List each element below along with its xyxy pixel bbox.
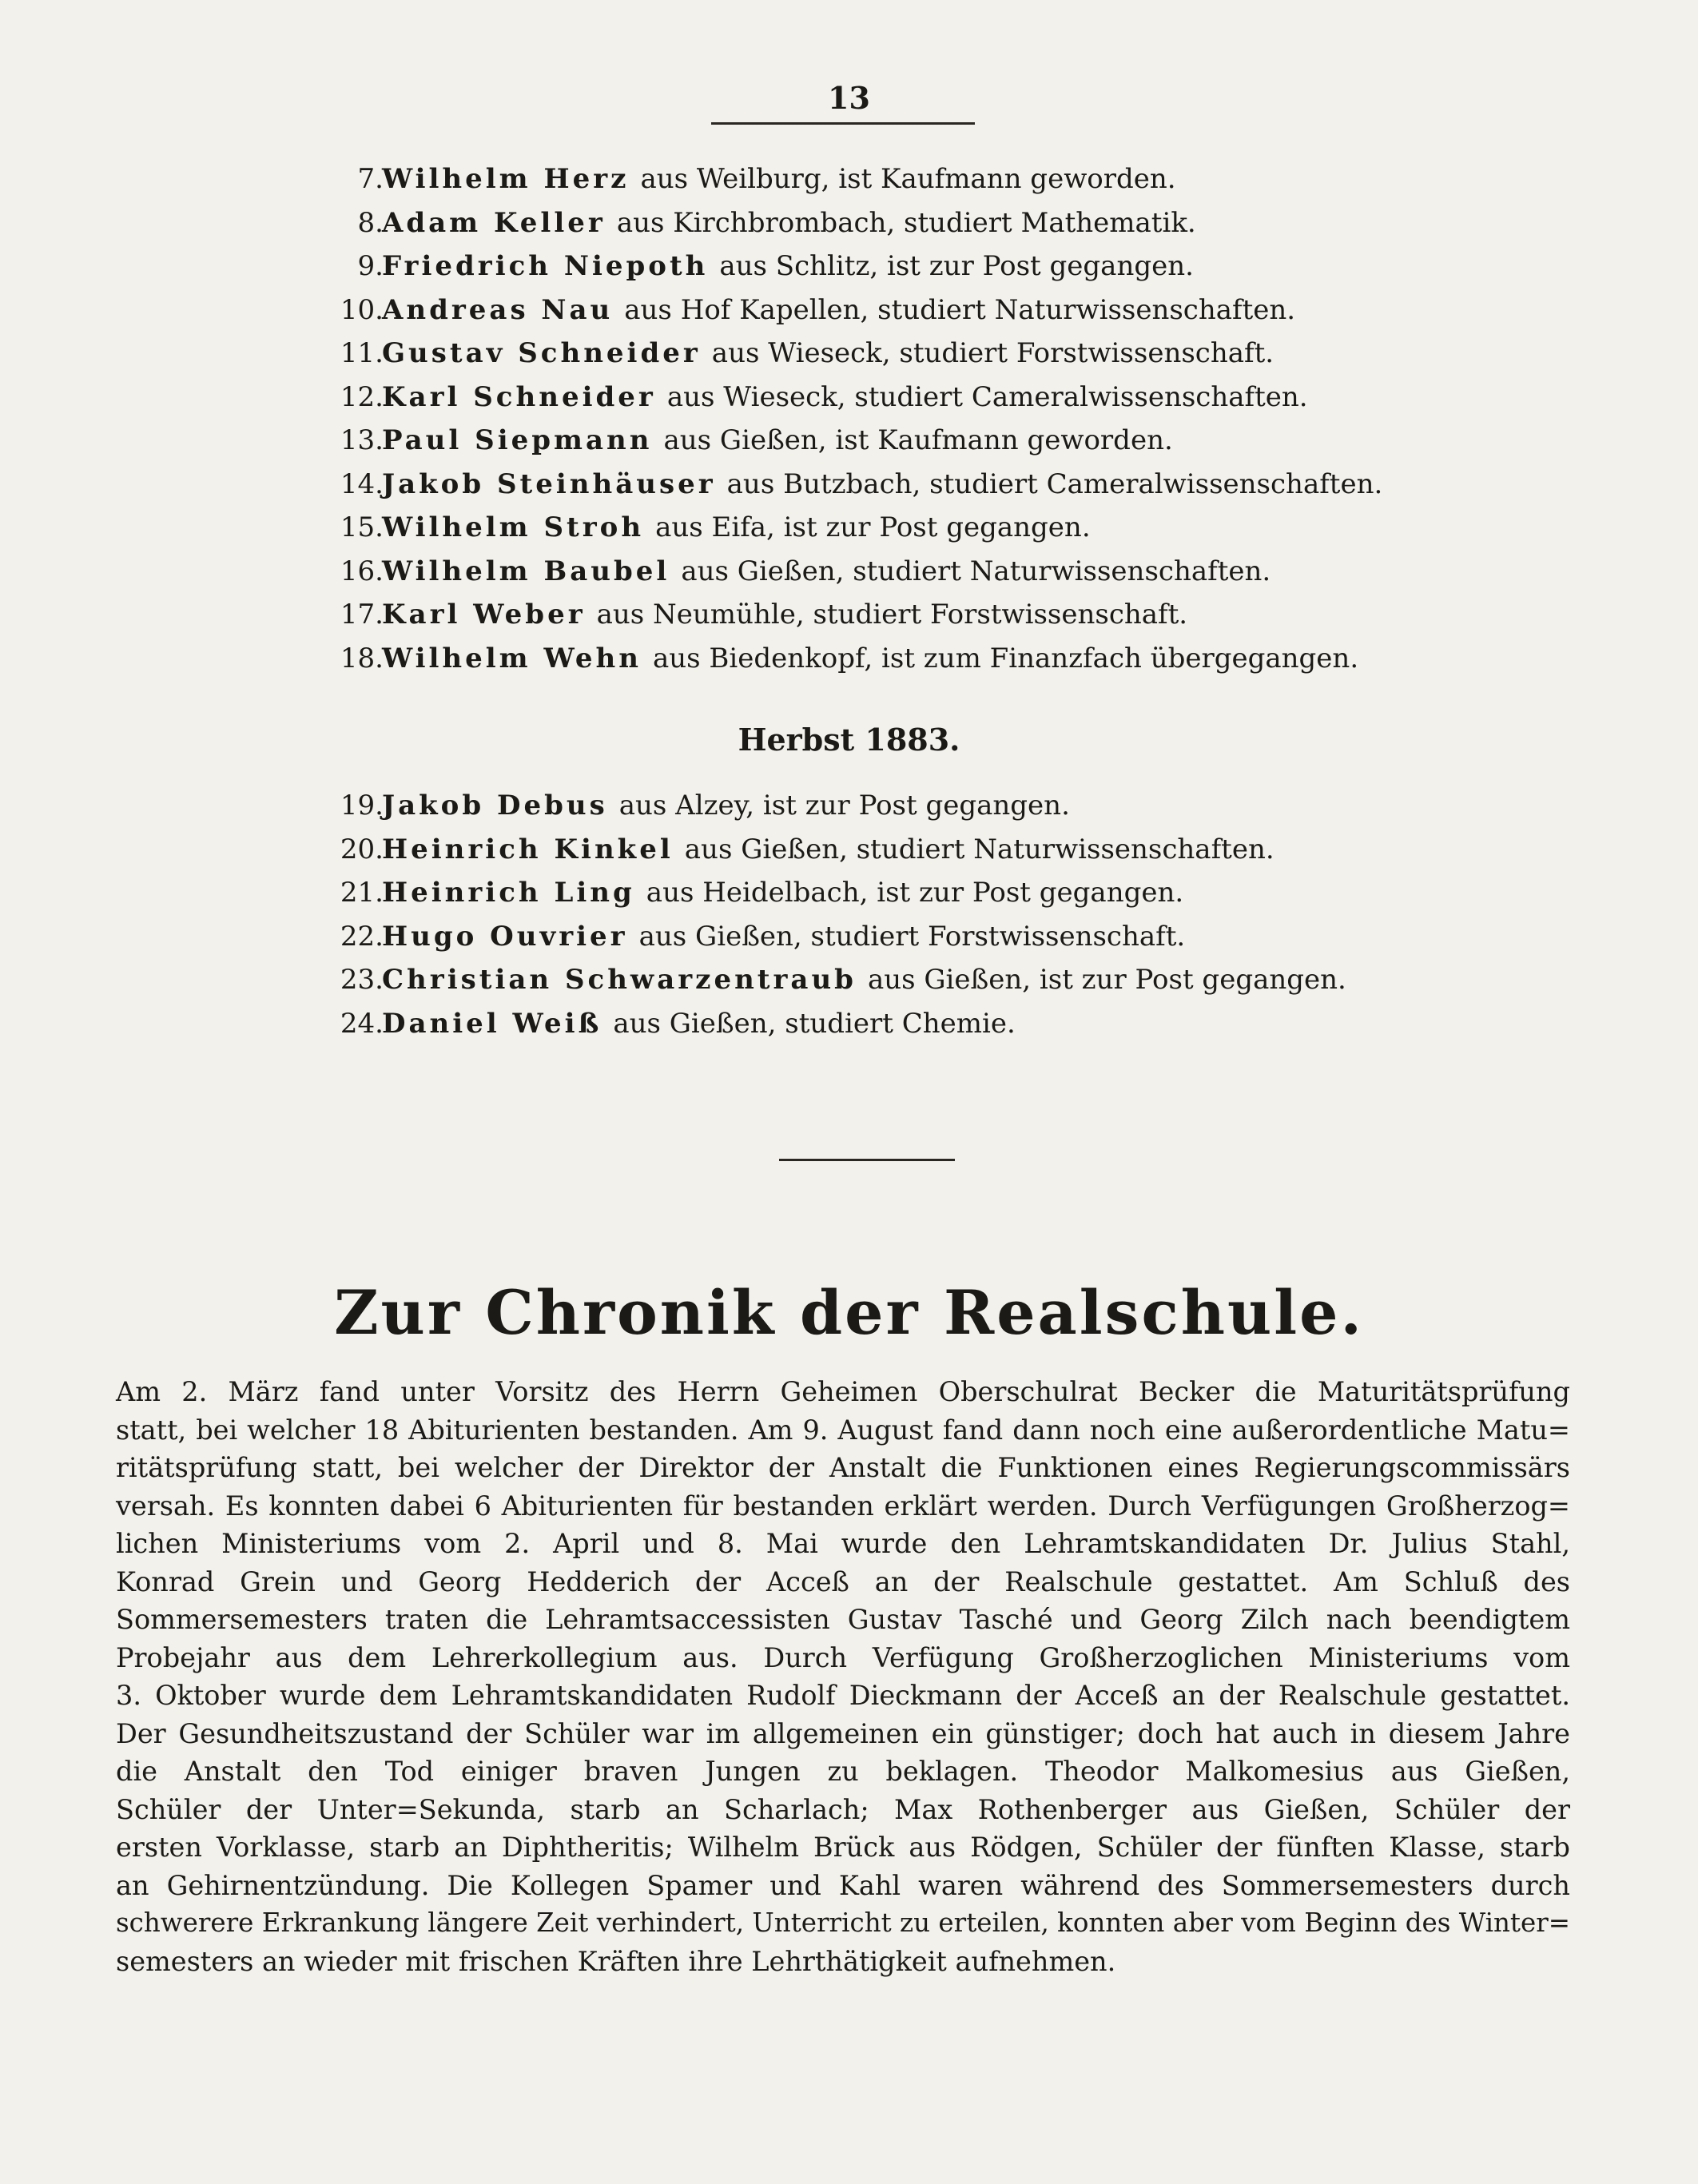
- entry-number: 11.: [340, 337, 384, 369]
- graduate-entry: [0, 289, 1698, 331]
- graduate-name: Christian Schwarzentraub: [382, 964, 857, 996]
- graduate-entry: [0, 594, 1698, 635]
- section-heading-autumn: Herbst 1883.: [738, 722, 960, 758]
- chronicle-line: Schüler der Unter=Sekunda, starb an Scharlach; Max Rothenberger aus Gießen, Schüler der: [116, 1793, 1570, 1825]
- graduate-entry: [0, 245, 1698, 287]
- chronicle-line: schwerere Erkrankung längere Zeit verhindert, Unterricht zu erteilen, konnten aber vom Beginn des Winter=: [116, 1908, 1570, 1938]
- graduate-name: Friedrich Niepoth: [382, 250, 709, 282]
- chronicle-line: ritätsprüfung statt, bei welcher der Direktor der Anstalt die Funktionen eines Regierungscommissärs: [116, 1452, 1570, 1483]
- graduate-entry: [0, 507, 1698, 548]
- section-divider-rule: [779, 1159, 955, 1161]
- chronicle-line: lichen Ministeriums vom 2. April und 8. Mai wurde den Lehramtskandidaten Dr. Julius Stahl,: [116, 1528, 1570, 1559]
- graduate-name: Wilhelm Wehn: [382, 642, 642, 674]
- entry-number: 17.: [340, 599, 384, 631]
- graduate-entry: [0, 158, 1698, 200]
- entry-number: 15.: [340, 511, 384, 543]
- chronicle-line: die Anstalt den Tod einiger braven Jungen zu beklagen. Theodor Malkomesius aus Gießen,: [116, 1756, 1570, 1787]
- graduate-details: aus Neumühle, studiert Forstwissenschaft.: [596, 599, 1188, 631]
- chronicle-line: semesters an wieder mit frischen Kräften ihre Lehrthätigkeit aufnehmen.: [116, 1945, 1116, 1977]
- entry-number: 14.: [340, 467, 384, 500]
- entry-number: 20.: [340, 833, 384, 865]
- entry-number: 19.: [340, 790, 384, 821]
- graduate-entry: [0, 1003, 1698, 1044]
- entry-number: 18.: [340, 642, 384, 674]
- graduate-name: Jakob Steinhäuser: [382, 467, 716, 500]
- chronicle-line: Probejahr aus dem Lehrerkollegium aus. Durch Verfügung Großherzoglichen Ministeriums vom: [116, 1641, 1570, 1673]
- entry-number: 7.: [357, 163, 384, 195]
- graduate-details: aus Wieseck, studiert Cameralwissenschaften.: [666, 380, 1308, 413]
- graduate-entry: [0, 785, 1698, 826]
- graduate-entry: [0, 376, 1698, 418]
- chronicle-title: Zur Chronik der Realschule.: [334, 1277, 1364, 1348]
- entry-number: 24.: [340, 1007, 384, 1040]
- entry-number: 21.: [340, 877, 384, 909]
- graduate-name: Paul Siepmann: [382, 424, 653, 456]
- graduate-details: aus Wieseck, studiert Forstwissenschaft.: [711, 337, 1274, 369]
- graduate-entry: [0, 916, 1698, 957]
- graduate-details: aus Butzbach, studiert Cameralwissenschaften.: [726, 467, 1383, 500]
- graduate-entry: [0, 638, 1698, 679]
- graduate-details: aus Gießen, studiert Naturwissenschaften.: [684, 833, 1274, 865]
- graduate-name: Daniel Weiß: [382, 1007, 602, 1040]
- graduate-entry: [0, 872, 1698, 913]
- chronicle-line: Am 2. März fand unter Vorsitz des Herrn Geheimen Oberschulrat Becker die Maturitätsprüfung: [116, 1376, 1570, 1407]
- graduate-entry: [0, 420, 1698, 461]
- graduate-details: aus Biedenkopf, ist zum Finanzfach übergegangen.: [652, 642, 1359, 674]
- graduate-entry: [0, 829, 1698, 870]
- graduate-entry: [0, 551, 1698, 592]
- entry-number: 16.: [340, 555, 384, 587]
- graduate-details: aus Gießen, studiert Forstwissenschaft.: [638, 920, 1186, 953]
- graduate-name: Wilhelm Stroh: [382, 511, 645, 543]
- header-rule: [711, 122, 975, 125]
- graduate-details: aus Gießen, ist Kaufmann geworden.: [663, 424, 1173, 456]
- graduate-name: Gustav Schneider: [382, 337, 701, 369]
- graduate-name: Wilhelm Herz: [382, 163, 630, 195]
- chronicle-line: Konrad Grein und Georg Hedderich der Acceß an der Realschule gestattet. Am Schluß des: [116, 1565, 1570, 1597]
- chronicle-line: ersten Vorklasse, starb an Diphtheritis; Wilhelm Brück aus Rödgen, Schüler der fünften Klasse, starb: [116, 1832, 1570, 1863]
- chronicle-paragraph: [116, 1373, 1570, 1980]
- graduate-name: Hugo Ouvrier: [382, 920, 628, 953]
- chronicle-line: Sommersemesters traten die Lehramtsaccessisten Gustav Tasché und Georg Zilch nach beendigtem: [116, 1604, 1570, 1635]
- graduate-entry: [0, 332, 1698, 374]
- graduate-details: aus Gießen, studiert Chemie.: [613, 1007, 1016, 1040]
- graduate-name: Heinrich Kinkel: [382, 833, 674, 865]
- chronicle-line: an Gehirnentzündung. Die Kollegen Spamer und Kahl waren während des Sommersemesters durch: [116, 1869, 1570, 1901]
- graduate-details: aus Schlitz, ist zur Post gegangen.: [719, 250, 1194, 282]
- graduate-details: aus Weilburg, ist Kaufmann geworden.: [640, 163, 1176, 195]
- graduate-name: Heinrich Ling: [382, 877, 635, 909]
- chronicle-line: versah. Es konnten dabei 6 Abiturienten für bestanden erklärt werden. Durch Verfügungen Großherzog=: [116, 1490, 1570, 1522]
- graduate-entry: [0, 202, 1698, 244]
- graduate-name: Wilhelm Baubel: [382, 555, 670, 587]
- entry-number: 12.: [340, 380, 384, 413]
- entry-number: 23.: [340, 964, 384, 996]
- page-number: 13: [828, 80, 870, 116]
- graduate-details: aus Kirchbrombach, studiert Mathematik.: [616, 206, 1196, 239]
- graduate-details: aus Hof Kapellen, studiert Naturwissenschaften.: [624, 293, 1296, 326]
- graduate-name: Jakob Debus: [382, 790, 608, 821]
- graduate-entry: [0, 463, 1698, 505]
- entry-number: 13.: [340, 424, 384, 456]
- chronicle-line: Der Gesundheitszustand der Schüler war im allgemeinen ein günstiger; doch hat auch in diesem Jahre: [116, 1717, 1570, 1749]
- graduate-name: Adam Keller: [382, 206, 606, 239]
- graduate-name: Andreas Nau: [382, 293, 614, 326]
- graduate-entry: [0, 959, 1698, 1001]
- entry-number: 8.: [357, 206, 384, 239]
- graduate-details: aus Alzey, ist zur Post gegangen.: [618, 790, 1070, 821]
- graduate-details: aus Heidelbach, ist zur Post gegangen.: [646, 877, 1184, 909]
- chronicle-line: statt, bei welcher 18 Abiturienten bestanden. Am 9. August fand dann noch eine außerordentliche Matu=: [116, 1414, 1570, 1446]
- graduate-name: Karl Schneider: [382, 380, 656, 413]
- entry-number: 10.: [340, 293, 384, 326]
- entry-number: 9.: [357, 250, 384, 282]
- graduate-details: aus Gießen, ist zur Post gegangen.: [867, 964, 1346, 996]
- graduate-details: aus Eifa, ist zur Post gegangen.: [655, 511, 1091, 543]
- entry-number: 22.: [340, 920, 384, 953]
- graduate-name: Karl Weber: [382, 599, 586, 631]
- chronicle-line: 3. Oktober wurde dem Lehramtskandidaten Rudolf Dieckmann der Acceß an der Realschule gestattet.: [116, 1680, 1570, 1711]
- graduate-details: aus Gießen, studiert Naturwissenschaften.: [681, 555, 1271, 587]
